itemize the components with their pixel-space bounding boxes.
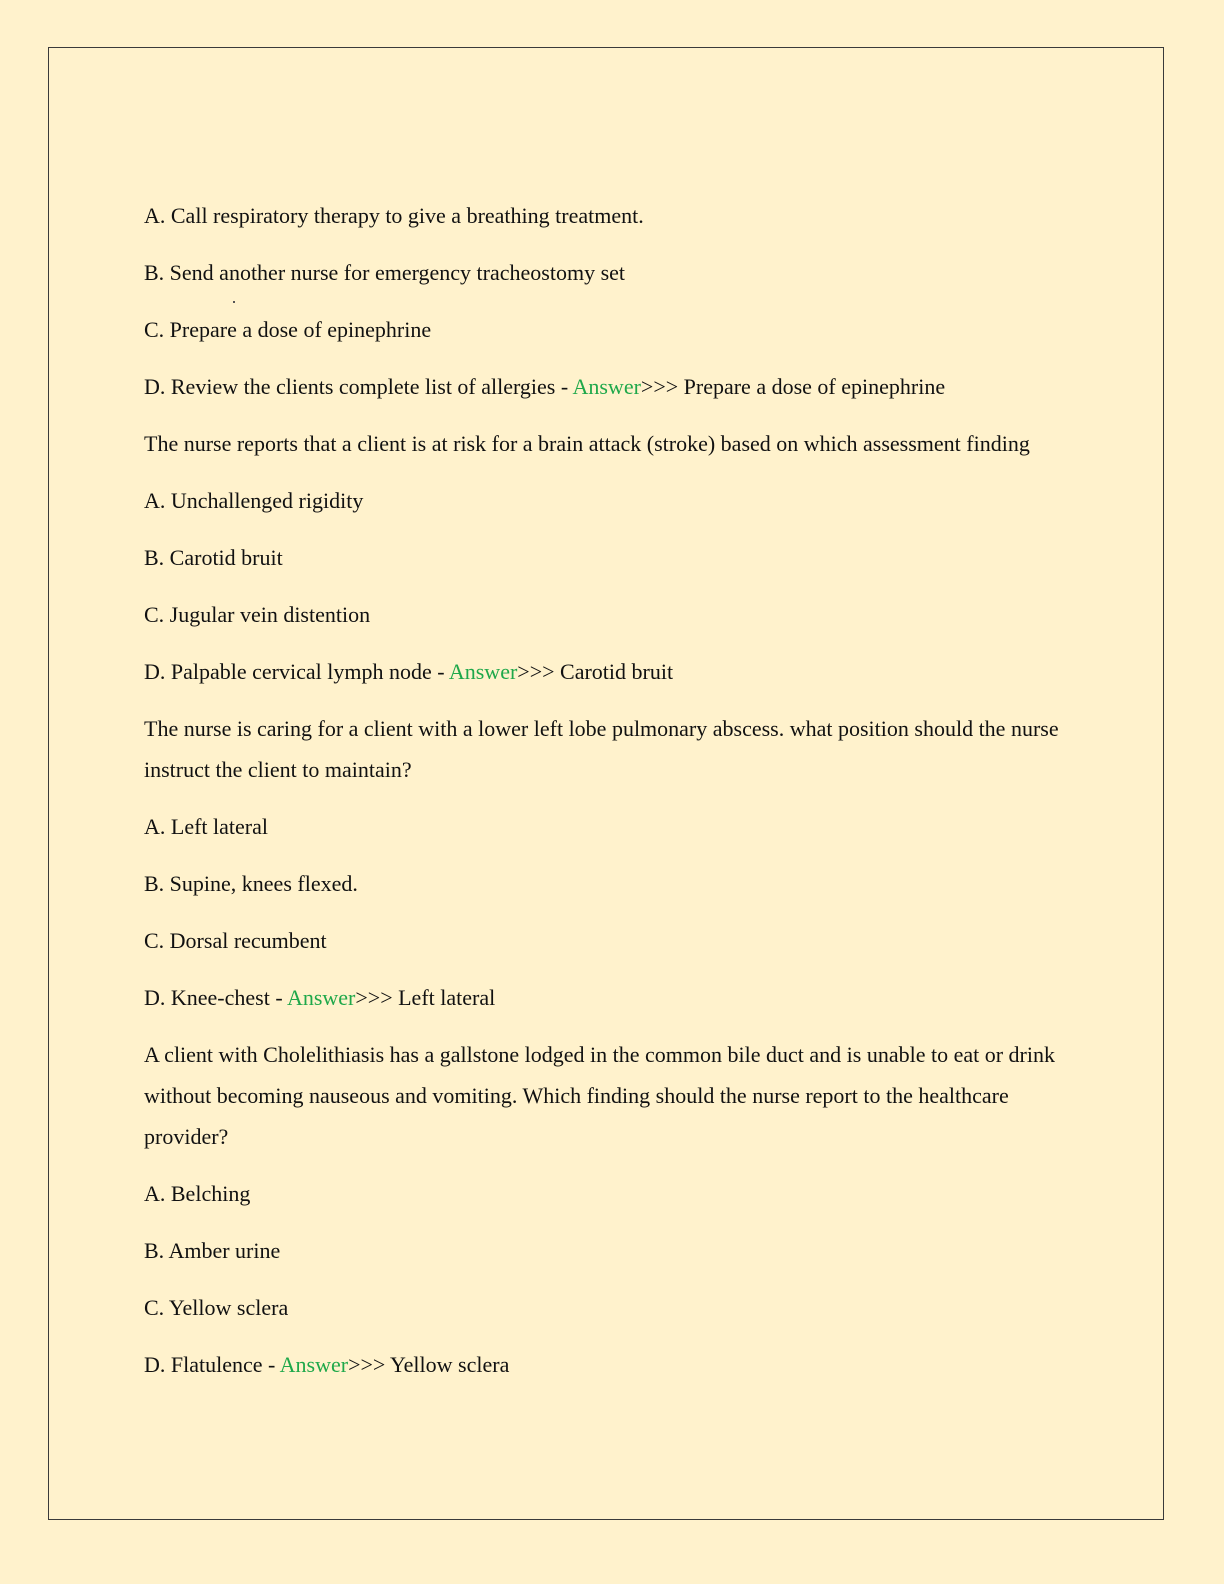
option-line: C. Yellow sclera bbox=[144, 1295, 289, 1320]
answer-prefix: D. Knee-chest - bbox=[144, 985, 287, 1010]
answer-line bbox=[144, 651, 1074, 692]
answer-value: >>> Prepare a dose of epinephrine bbox=[640, 374, 946, 399]
answer-line bbox=[144, 977, 1074, 1018]
question-text: The nurse reports that a client is at risk for a brain attack (stroke) based on which assessment finding bbox=[144, 431, 1030, 456]
answer-label: Answer bbox=[572, 374, 641, 399]
answer-value: >>> Carotid bruit bbox=[517, 659, 674, 684]
answer-prefix: D. Palpable cervical lymph node - bbox=[144, 659, 449, 684]
option-line: B. Amber urine bbox=[144, 1238, 281, 1263]
option-line: B. Carotid bruit bbox=[144, 545, 283, 570]
option-line: A. Left lateral bbox=[144, 814, 268, 839]
option-line: C. Prepare a dose of epinephrine bbox=[144, 317, 432, 342]
option-line: B. Send another nurse for emergency tracheostomy set bbox=[144, 260, 626, 285]
answer-line bbox=[144, 1344, 1074, 1385]
option-line: A. Call respiratory therapy to give a breathing treatment. bbox=[144, 203, 644, 228]
option-line: C. Dorsal recumbent bbox=[144, 928, 327, 953]
answer-value: >>> Yellow sclera bbox=[348, 1352, 510, 1377]
option-line: B. Supine, knees flexed. bbox=[144, 871, 358, 896]
question-text: A client with Cholelithiasis has a gallstone lodged in the common bile duct and is unable to eat or drink without becoming nauseous and vomiting. Which finding should the nurse report to the healthcare provider? bbox=[144, 1042, 1055, 1149]
answer-label: Answer bbox=[279, 1352, 349, 1377]
answer-value: >>> Left lateral bbox=[355, 985, 496, 1010]
answer-prefix: D. Flatulence - bbox=[144, 1352, 280, 1377]
answer-line bbox=[144, 366, 1074, 407]
question-text: The nurse is caring for a client with a lower left lobe pulmonary abscess. what position should the nurse instruct the client to maintain? bbox=[144, 716, 1059, 782]
document-body bbox=[144, 195, 1074, 1401]
answer-label: Answer bbox=[286, 985, 356, 1010]
answer-prefix: D. Review the clients complete list of allergies - bbox=[144, 374, 573, 399]
option-line: C. Jugular vein distention bbox=[144, 602, 371, 627]
option-line: A. Belching bbox=[144, 1181, 251, 1206]
option-line: A. Unchallenged rigidity bbox=[144, 488, 364, 513]
answer-label: Answer bbox=[448, 659, 518, 684]
